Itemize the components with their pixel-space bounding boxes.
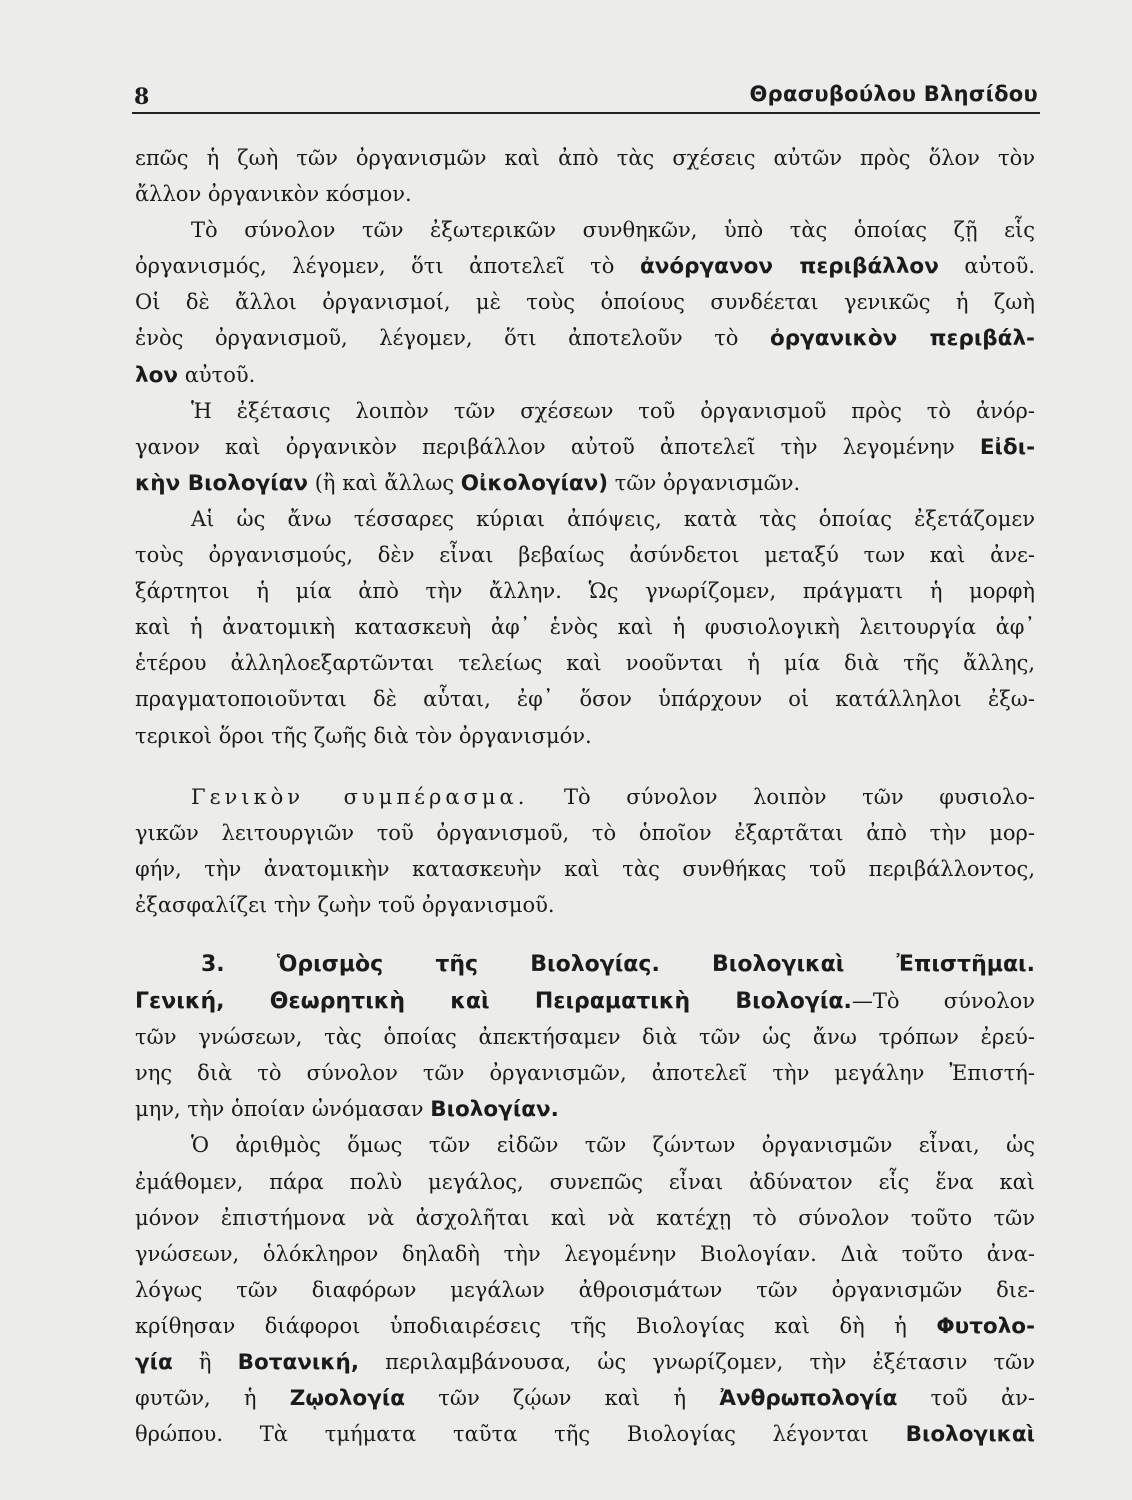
text-line: μην, τὴν ὁποίαν ὠνόμασαν Βιολογίαν. <box>135 1097 559 1123</box>
page-header <box>132 74 1040 114</box>
text-line: γία ἢ Βοτανική, περιλαμβάνουσα, ὡς γνωρίζομεν, τὴν ἐξέτασιν τῶν <box>135 1350 1035 1375</box>
text-line: επῶς ἡ ζωὴ τῶν ὀργανισμῶν καὶ ἀπὸ τὰς σχέσεις αὐτῶν πρὸς ὅλον τὸν <box>135 146 1035 170</box>
text-line: ἑνὸς ὀργανισμοῦ, λέγομεν, ὅτι ἀποτελοῦν τὸ ὀργανικὸν περιβάλ- <box>135 326 1035 352</box>
text-line: νης διὰ τὸ σύνολον τῶν ὀργανισμῶν, ἀποτελεῖ τὴν μεγάλην Ἐπιστή- <box>135 1061 1035 1086</box>
text-line: ἑτέρου ἀλληλοεξαρτῶνται τελείως καὶ νοοῦνται ἡ μία διὰ τῆς ἄλλης, <box>135 651 1035 676</box>
term-zoology: Ζῳολογία <box>289 1386 405 1412</box>
term-botany: Βοτανική, <box>237 1350 360 1375</box>
paragraph-start: Ἡ ἐξέτασις λοιπὸν τῶν σχέσεων τοῦ ὀργανισμοῦ πρὸς τὸ ἀνόρ- <box>191 398 1035 423</box>
paragraph-start: Ὁ ἀριθμὸς ὅμως τῶν εἰδῶν τῶν ζώντων ὀργανισμῶν εἶναι, ὡς <box>191 1133 1035 1158</box>
text-line: κρίθησαν διάφοροι ὑποδιαιρέσεις τῆς Βιολογίας καὶ δὴ ἡ Φυτολο- <box>135 1313 1035 1339</box>
term-inorganic-environment: ἀνόργανον περιβάλλον <box>639 254 939 280</box>
text-line: τερικοὶ ὅροι τῆς ζωῆς διὰ τὸν ὀργανισμόν. <box>135 723 592 748</box>
text-line: ἄλλον ὀργανικὸν κόσμον. <box>135 182 412 207</box>
text-line: φήν, τὴν ἀνατομικὴν κατασκευὴν καὶ τὰς συνθήκας τοῦ περιβάλλοντος, <box>135 856 1035 881</box>
paragraph-start: Τὸ σύνολον τῶν ἐξωτερικῶν συνθηκῶν, ὑπὸ τὰς ὁποίας ζῇ εἷς <box>191 218 1035 243</box>
text-line: γανον καὶ ὀργανικὸν περιβάλλον αὐτοῦ ἀποτελεῖ τὴν λεγομένην Εἰδι- <box>135 434 1035 460</box>
text-line: γνώσεων, ὁλόκληρον δηλαδὴ τὴν λεγομένην Βιολογίαν. Διὰ τοῦτο ἀνα- <box>135 1241 1035 1266</box>
term-phytology: Φυτολο- <box>936 1313 1035 1339</box>
text-line: ἐξασφαλίζει τὴν ζωὴν τοῦ ὀργανισμοῦ. <box>135 892 555 917</box>
text-line: λον αὐτοῦ. <box>135 362 256 388</box>
text-line: λόγως τῶν διαφόρων μεγάλων ἀθροισμάτων τῶν ὀργανισμῶν διε- <box>135 1277 1035 1302</box>
running-head: Θρασυβούλου Βλησίδου <box>749 82 1038 106</box>
text-line: θρώπου. Τὰ τμήματα ταῦτα τῆς Βιολογίας λέγονται Βιολογικαὶ <box>135 1422 1035 1448</box>
term-special-biology-cont: κὴν Βιολογίαν <box>135 470 309 496</box>
text-line: Οἱ δὲ ἄλλοι ὀργανισμοί, μὲ τοὺς ὁποίους συνδέεται γενικῶς ἡ ζωὴ <box>135 290 1035 315</box>
text-line: τῶν γνώσεων, τὰς ὁποίας ἀπεκτήσαμεν διὰ τῶν ὡς ἄνω τρόπων ἐρεύ- <box>135 1025 1035 1050</box>
term-organic-environment: ὀργανικὸν περιβάλ- <box>769 326 1035 352</box>
text-line: ξάρτητοι ἡ μία ἀπὸ τὴν ἄλλην. Ὡς γνωρίζομεν, πράγματι ἡ μορφὴ <box>135 579 1035 604</box>
text-line: φυτῶν, ἡ Ζῳολογία τῶν ζῴων καὶ ἡ Ἀνθρωπολογία τοῦ ἀν- <box>135 1386 1035 1412</box>
text-line: γικῶν λειτουργιῶν τοῦ ὀργανισμοῦ, τὸ ὁποῖον ἐξαρτᾶται ἀπὸ τὴν μορ- <box>135 820 1035 845</box>
paragraph-start: Γενικὸν συμπέρασμα. Τὸ σύνολον λοιπὸν τῶν φυσιολο- <box>191 784 1035 809</box>
body-text <box>135 140 1035 1452</box>
term-ecology: Οἰκολογίαν) <box>460 470 609 496</box>
section-heading-cont: Γενική, Θεωρητικὴ καὶ Πειραματικὴ Βιολογία. <box>135 989 852 1015</box>
paragraph-gap <box>135 754 1035 779</box>
paragraph-start: Αἱ ὡς ἄνω τέσσαρες κύριαι ἀπόψεις, κατὰ τὰς ὁποίας ἐξετάζομεν <box>191 506 1035 531</box>
term-biological-sciences: Βιολογικαὶ <box>905 1422 1035 1448</box>
text-line: μόνον ἐπιστήμονα νὰ ἀσχολῆται καὶ νὰ κατέχῃ τὸ σύνολον τοῦτο τῶν <box>135 1205 1035 1230</box>
text-line: πραγματοποιοῦνται δὲ αὗται, ἐφ᾽ ὅσον ὑπάρχουν οἱ κατάλληλοι ἐξω- <box>135 687 1035 712</box>
term-anthropology: Ἀνθρωπολογία <box>719 1386 898 1412</box>
text-line: τοὺς ὀργανισμούς, δὲν εἶναι βεβαίως ἀσύνδετοι μεταξύ των καὶ ἀνε- <box>135 543 1035 568</box>
term-biology: Βιολογίαν. <box>430 1097 559 1123</box>
general-conclusion-label: Γενικὸν συμπέρασμα. <box>191 784 529 809</box>
text-line: ἐμάθομεν, πάρα πολὺ μεγάλος, συνεπῶς εἶναι ἀδύνατον εἷς ἕνα καὶ <box>135 1169 1035 1194</box>
section-gap <box>135 923 1035 947</box>
term-special-biology: Εἰδι- <box>979 434 1035 460</box>
text-line: Γενική, Θεωρητικὴ καὶ Πειραματικὴ Βιολογία.—Τὸ σύνολον <box>135 989 1035 1015</box>
text-line: κὴν Βιολογίαν (ἢ καὶ ἄλλως Οἰκολογίαν) τῶν ὀργανισμῶν. <box>135 470 801 496</box>
section-heading: 3. Ὁρισμὸς τῆς Βιολογίας. Βιολογικαὶ Ἐπιστῆμαι. <box>201 951 1035 977</box>
term-phytology-cont: γία <box>135 1350 173 1375</box>
page-number: 8 <box>134 84 150 110</box>
text-line: ὀργανισμός, λέγομεν, ὅτι ἀποτελεῖ τὸ ἀνόργανον περιβάλλον αὐτοῦ. <box>135 254 1035 280</box>
term-organic-environment-cont: λον <box>135 362 179 388</box>
text-line: καὶ ἡ ἀνατομικὴ κατασκευὴ ἀφ᾽ ἑνὸς καὶ ἡ φυσιολογικὴ λειτουργία ἀφ᾽ <box>135 615 1035 640</box>
